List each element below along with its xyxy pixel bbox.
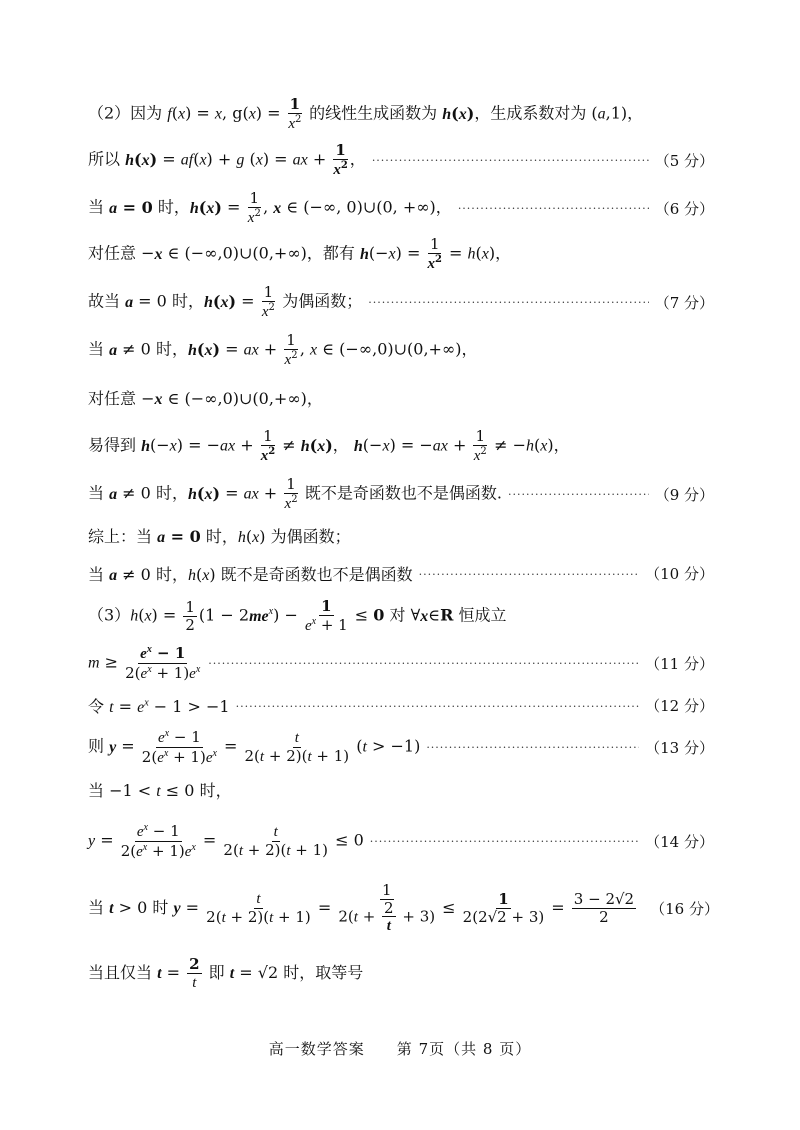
answer-line-19	[88, 956, 714, 991]
line-text: y = $\frac{e^x - 1}{2(e^x + 1)e^x}$ = $\frac{t}{2(t + 2)(t + 1)}$ ≤ 0	[88, 822, 364, 860]
leader-dots	[508, 487, 649, 501]
answer-line-16	[88, 778, 714, 801]
score-12: （12 分）	[645, 697, 714, 715]
answer-line-18	[88, 881, 719, 935]
leader-dots	[236, 699, 640, 713]
answer-line-1	[88, 96, 714, 132]
line-text: 综上：当 a = 0 时，h(x) 为偶函数；	[88, 527, 351, 546]
answer-line-12	[88, 598, 714, 634]
leader-dots	[372, 153, 649, 167]
answer-line-8	[88, 428, 714, 464]
score-14: （14 分）	[645, 832, 714, 851]
line-text: 当 −1 < t ≤ 0 时，	[88, 781, 232, 800]
answer-line-3	[88, 190, 714, 226]
line-text: （2）因为 f(x) = x, g(x) = $\frac{1}{x^2}$ 的线性生成函数为 h(x)，生成系数对为 (a,1)，	[88, 95, 644, 132]
line-text: 当 a = 0 时，h(x) = $\frac{1}{x^2}$ , x ∈ (−∞, 0)∪(0, +∞)，	[88, 189, 452, 226]
leader-dots	[370, 834, 639, 848]
score-7: （7 分）	[654, 293, 714, 312]
line-text: 当 t > 0 时 y = $\frac{t}{2(t + 2)(t + 1)}$ = 1 2(t + $\frac{2}{t}$ + 3) ≤ $\frac{1}{2(2√2 + 3)}$ = $\frac{3 - 2√2}{2}$	[88, 881, 635, 934]
line-text: 当 a ≠ 0 时，h(x) 既不是奇函数也不是偶函数	[88, 565, 413, 584]
leader-dots	[458, 201, 649, 215]
answer-line-13	[88, 644, 714, 682]
answer-line-9	[88, 476, 714, 512]
answer-line-14	[88, 694, 714, 717]
line-text: 当 a ≠ 0 时，h(x) = ax + $\frac{1}{x^2}$ , x ∈ (−∞,0)∪(0,+∞)，	[88, 331, 478, 368]
leader-dots	[426, 740, 639, 754]
answer-line-6	[88, 332, 714, 368]
line-text: m ≥ $\frac{e^x - 1}{2(e^x + 1)e^x}$	[88, 644, 201, 682]
score-5: （5 分）	[654, 151, 714, 170]
line-text: 所以 h(x) = af(x) + g (x) = ax + $\frac{1}{x^2}$ ，	[88, 141, 366, 178]
answer-line-17	[88, 822, 714, 860]
leader-dots	[368, 295, 648, 309]
leader-dots	[419, 567, 639, 581]
leader-dots	[208, 656, 639, 670]
line-text: 对任意 −x ∈ (−∞,0)∪(0,+∞)，	[88, 389, 323, 408]
line-text: 故当 a = 0 时，h(x) = $\frac{1}{x^2}$ 为偶函数；	[88, 283, 363, 320]
answer-line-5	[88, 284, 714, 320]
score-11: （11 分）	[645, 654, 714, 673]
line-text: 当且仅当 t = $\frac{2}{t}$ 即 t = √2 时，取等号	[88, 955, 364, 991]
score-13: （13 分）	[645, 738, 714, 757]
line-text: 令 $t = e^x - 1 > -1$	[88, 697, 230, 716]
answer-line-11	[88, 562, 714, 585]
line-text: 当 a ≠ 0 时，h(x) = ax + $\frac{1}{x^2}$ 既不是奇函数也不是偶函数.	[88, 475, 503, 512]
score-10: （10 分）	[645, 565, 714, 583]
score-6: （6 分）	[654, 199, 714, 218]
score-16: （16 分）	[650, 899, 719, 918]
line-text: 易得到 h(−x) = −ax + $\frac{1}{x^2}$ ≠ h(x)， h(−x) = −ax + $\frac{1}{x^2}$ ≠ −h(x)，	[88, 427, 570, 464]
answer-line-15	[88, 728, 714, 766]
answer-line-7	[88, 386, 714, 409]
line-text: 则 y = $\frac{e^x - 1}{2(e^x + 1)e^x}$ = $\frac{t}{2(t + 2)(t + 1)}$ (t > −1)	[88, 728, 421, 766]
score-9: （9 分）	[654, 485, 714, 504]
answer-line-10	[88, 524, 714, 547]
answer-line-2	[88, 142, 714, 178]
line-text: （3）h(x) = $\frac{1}{2}$ $(1 - 2me^x)$ − $\frac{1}{e^x + 1}$ ≤ 0 对 ∀x∈R 恒成立	[88, 597, 507, 634]
line-text: 对任意 −x ∈ (−∞,0)∪(0,+∞)，都有 h(−x) = $\frac{1}{x^2}$ = h(x)，	[88, 235, 512, 272]
page-footer: 高一数学答案 第 7页（共 8 页）	[268, 1040, 532, 1058]
answer-line-4	[88, 236, 714, 272]
